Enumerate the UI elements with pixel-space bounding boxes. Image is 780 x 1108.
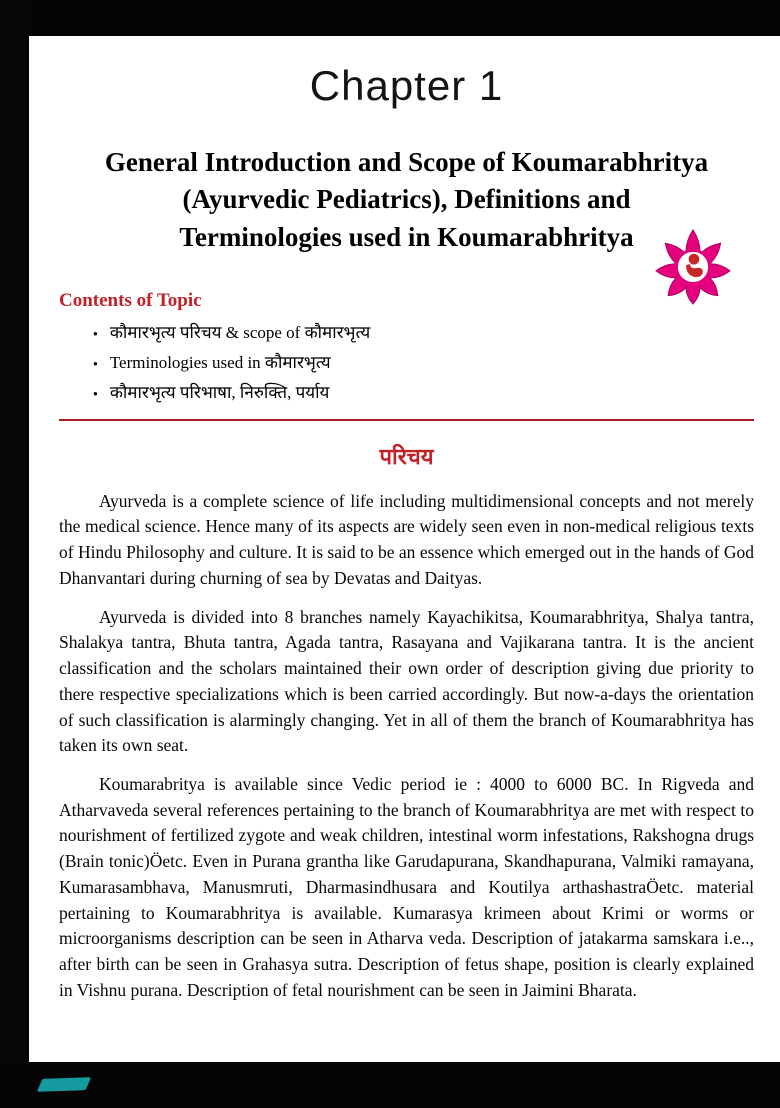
contents-item-2: ● Terminologies used in कौमारभृत्य <box>93 350 754 373</box>
scan-artifact <box>37 1077 91 1092</box>
main-heading-line-3: Terminologies used in Koumarabhritya <box>179 221 634 252</box>
section-divider <box>59 419 754 421</box>
scan-edge-top <box>0 0 780 36</box>
paragraph-3: Koumarabritya is available since Vedic period ie : 4000 to 6000 BC. In Rigveda and Atharvaveda several references pertaining to the branch of Koumarabhritya are met with respect to nourishment of fertilized zygote and weak children, intestinal worm infestations, Rakshogna drugs (Brain tonic)Öetc. Even in Purana grantha like Garudapurana, Skandhapurana, Valmiki ramayana, Kumarasambhava, Manusmruti, Dharmasindhusara and Koutilya arthashastraÖetc. material pertaining to Koumarabhritya is available. Kumarasya krimeen about Krimi or worms or microorganisms description can be seen in Atharva veda. Description of jatakarma samskara i.e.., after birth can be seen in Grahasya sutra. Description of fetus shape, position is clearly explained in Vishnu purana. Description of fetal nourishment can be seen in Jaimini Bharata. <box>59 773 754 1000</box>
page-content <box>29 36 780 1062</box>
contents-of-topic-label: Contents of Topic <box>59 289 202 311</box>
contents-list <box>93 320 754 403</box>
scan-edge-bottom <box>0 1062 780 1108</box>
chapter-title: Chapter 1 <box>309 62 504 109</box>
section-heading-parichay: परिचय <box>379 443 434 469</box>
main-heading <box>89 144 724 256</box>
main-heading-line-2: (Ayurvedic Pediatrics), Definitions and <box>182 184 631 215</box>
paragraph-2: Ayurveda is divided into 8 branches namely Kayachikitsa, Koumarabhritya, Shalya tantra, Shalakya tantra, Bhuta tantra, Agada tantra, Rasayana and Vajikarana tantra. It is the ancient classification and the scholars maintained their own order of description giving due priority to there respective specializations which is been carried accordingly. But now-a-days the orientation of such classification is alarmingly changing. Yet in all of them the branch of Koumarabhritya has taken its own seat. <box>59 606 754 756</box>
scan-edge-left <box>0 0 29 1108</box>
heading-wrap <box>59 144 754 256</box>
paragraph-1: Ayurveda is a complete science of life including multidimensional concepts and not merely the medical science. Hence many of its aspects are widely seen even in non-medical religious texts of Hindu Philosophy and culture. It is said to be an essence which emerged out in the hands of God Dhanvantari during churning of sea by Devatas and Daityas. <box>59 490 754 588</box>
contents-item-1: ● कौमारभृत्य परिचय & scope of कौमारभृत्य <box>93 320 754 343</box>
lotus-baby-icon <box>654 222 732 308</box>
main-heading-line-1: General Introduction and Scope of Koumarabhritya <box>104 147 709 177</box>
lotus-baby-logo <box>654 222 732 308</box>
contents-item-3: ● कौमारभृत्य परिभाषा, निरुक्ति, पर्याय <box>93 380 754 403</box>
